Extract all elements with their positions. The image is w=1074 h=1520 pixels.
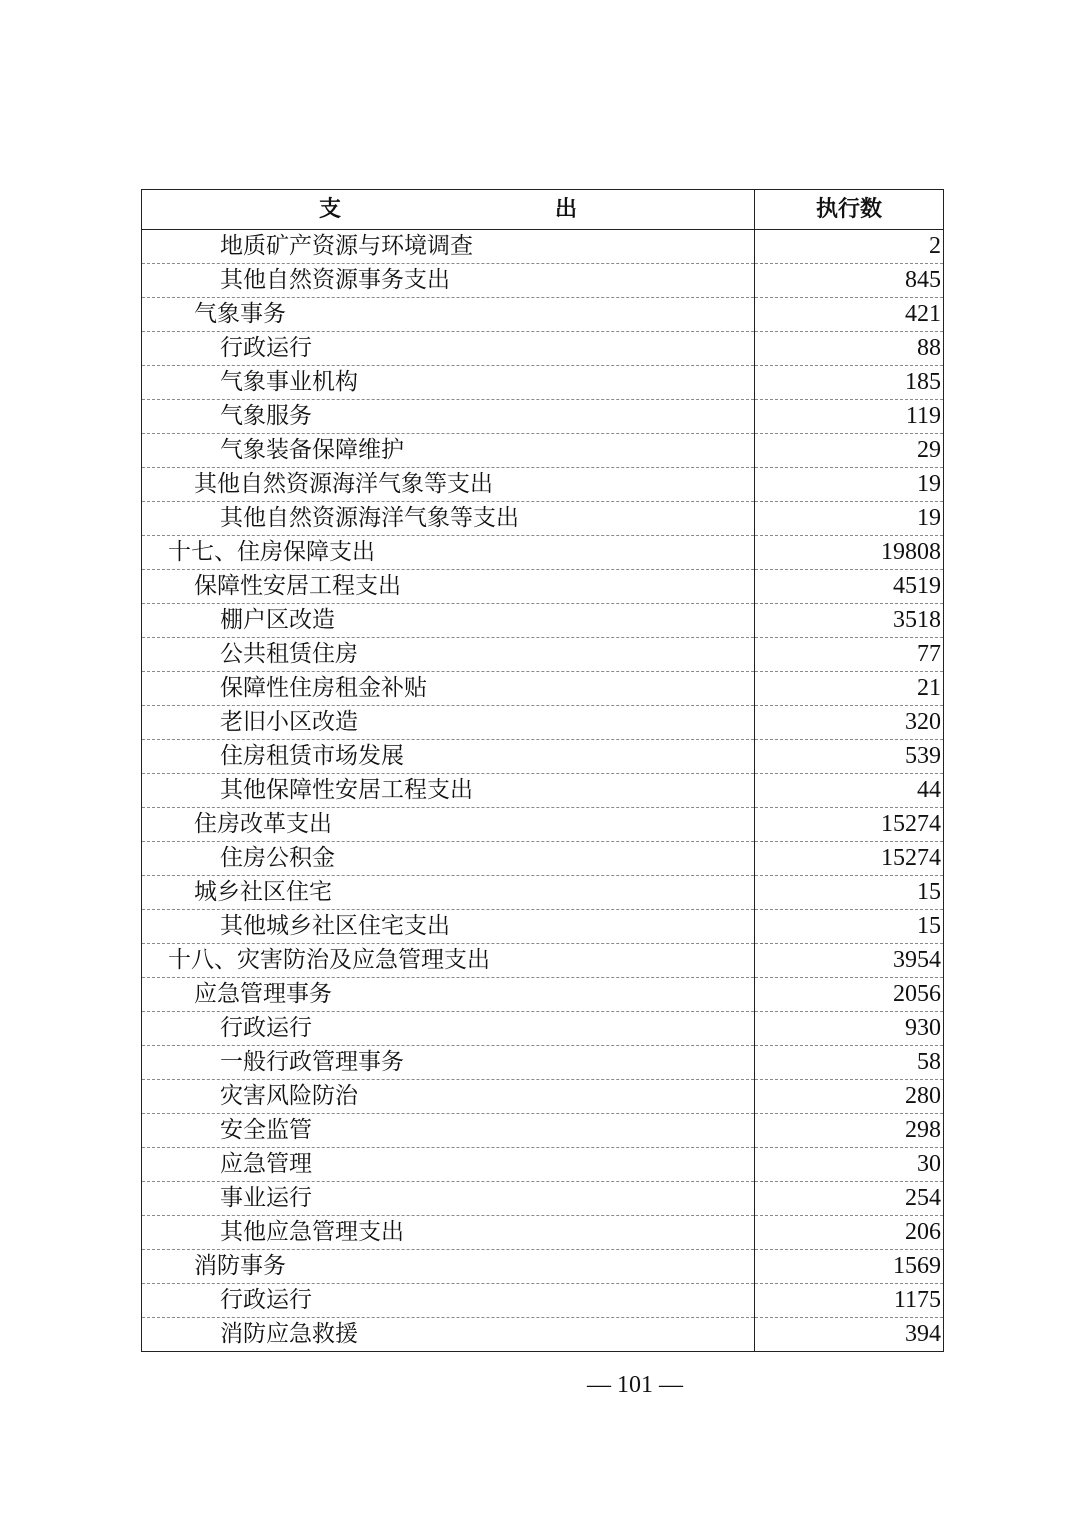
row-amount: 930 bbox=[755, 1012, 944, 1046]
row-amount: 845 bbox=[755, 264, 944, 298]
row-expense-name: 行政运行 bbox=[142, 1284, 755, 1318]
table-row bbox=[142, 978, 944, 1012]
row-expense-name: 保障性住房租金补贴 bbox=[142, 672, 755, 706]
row-amount: 280 bbox=[755, 1080, 944, 1114]
table-row bbox=[142, 536, 944, 570]
row-expense-name: 地质矿产资源与环境调查 bbox=[142, 230, 755, 264]
row-expense-name: 保障性安居工程支出 bbox=[142, 570, 755, 604]
row-amount: 21 bbox=[755, 672, 944, 706]
table-header-row bbox=[142, 190, 944, 230]
row-amount: 185 bbox=[755, 366, 944, 400]
row-amount: 320 bbox=[755, 706, 944, 740]
row-expense-name: 住房租赁市场发展 bbox=[142, 740, 755, 774]
table-row bbox=[142, 1182, 944, 1216]
table-row bbox=[142, 672, 944, 706]
row-expense-name: 安全监管 bbox=[142, 1114, 755, 1148]
row-amount: 29 bbox=[755, 434, 944, 468]
row-amount: 4519 bbox=[755, 570, 944, 604]
row-amount: 30 bbox=[755, 1148, 944, 1182]
table-row bbox=[142, 740, 944, 774]
row-expense-name: 城乡社区住宅 bbox=[142, 876, 755, 910]
page-number: — 101 — bbox=[587, 1372, 683, 1398]
row-expense-name: 行政运行 bbox=[142, 1012, 755, 1046]
table-row bbox=[142, 400, 944, 434]
row-amount: 1175 bbox=[755, 1284, 944, 1318]
row-expense-name: 其他自然资源事务支出 bbox=[142, 264, 755, 298]
table-row bbox=[142, 604, 944, 638]
table-header bbox=[142, 190, 944, 230]
row-expense-name: 其他自然资源海洋气象等支出 bbox=[142, 468, 755, 502]
row-expense-name: 应急管理事务 bbox=[142, 978, 755, 1012]
table-row bbox=[142, 706, 944, 740]
row-amount: 15 bbox=[755, 876, 944, 910]
row-expense-name: 其他自然资源海洋气象等支出 bbox=[142, 502, 755, 536]
table-row bbox=[142, 944, 944, 978]
table-row bbox=[142, 1284, 944, 1318]
row-expense-name: 住房改革支出 bbox=[142, 808, 755, 842]
column-header-amount: 执行数 bbox=[755, 190, 944, 230]
row-expense-name: 一般行政管理事务 bbox=[142, 1046, 755, 1080]
table-row bbox=[142, 1046, 944, 1080]
table-row bbox=[142, 434, 944, 468]
row-expense-name: 其他城乡社区住宅支出 bbox=[142, 910, 755, 944]
row-expense-name: 气象服务 bbox=[142, 400, 755, 434]
row-amount: 421 bbox=[755, 298, 944, 332]
table-row bbox=[142, 774, 944, 808]
budget-table bbox=[141, 189, 944, 1352]
table-row bbox=[142, 502, 944, 536]
row-amount: 77 bbox=[755, 638, 944, 672]
table-row bbox=[142, 808, 944, 842]
table-row bbox=[142, 1080, 944, 1114]
row-expense-name: 事业运行 bbox=[142, 1182, 755, 1216]
row-amount: 119 bbox=[755, 400, 944, 434]
table-row bbox=[142, 1148, 944, 1182]
table-row bbox=[142, 230, 944, 264]
table-row bbox=[142, 1216, 944, 1250]
row-amount: 1569 bbox=[755, 1250, 944, 1284]
row-amount: 44 bbox=[755, 774, 944, 808]
row-expense-name: 其他保障性安居工程支出 bbox=[142, 774, 755, 808]
row-amount: 19 bbox=[755, 502, 944, 536]
table-row bbox=[142, 570, 944, 604]
row-amount: 3518 bbox=[755, 604, 944, 638]
row-expense-name: 气象装备保障维护 bbox=[142, 434, 755, 468]
row-expense-name: 老旧小区改造 bbox=[142, 706, 755, 740]
row-amount: 58 bbox=[755, 1046, 944, 1080]
row-expense-name: 气象事务 bbox=[142, 298, 755, 332]
row-amount: 19808 bbox=[755, 536, 944, 570]
row-expense-name: 消防应急救援 bbox=[142, 1318, 755, 1352]
row-amount: 206 bbox=[755, 1216, 944, 1250]
row-amount: 2056 bbox=[755, 978, 944, 1012]
table-row bbox=[142, 638, 944, 672]
row-amount: 15274 bbox=[755, 808, 944, 842]
row-amount: 2 bbox=[755, 230, 944, 264]
row-amount: 254 bbox=[755, 1182, 944, 1216]
table-row bbox=[142, 366, 944, 400]
table-row bbox=[142, 876, 944, 910]
table-row bbox=[142, 468, 944, 502]
row-amount: 19 bbox=[755, 468, 944, 502]
table-body bbox=[142, 230, 944, 1352]
row-expense-name: 消防事务 bbox=[142, 1250, 755, 1284]
row-amount: 298 bbox=[755, 1114, 944, 1148]
row-expense-name: 应急管理 bbox=[142, 1148, 755, 1182]
row-expense-name: 棚户区改造 bbox=[142, 604, 755, 638]
table-row bbox=[142, 910, 944, 944]
row-expense-name: 住房公积金 bbox=[142, 842, 755, 876]
row-amount: 394 bbox=[755, 1318, 944, 1352]
table-row bbox=[142, 1114, 944, 1148]
row-expense-name: 其他应急管理支出 bbox=[142, 1216, 755, 1250]
row-expense-name: 气象事业机构 bbox=[142, 366, 755, 400]
row-expense-name: 十七、住房保障支出 bbox=[142, 536, 755, 570]
row-amount: 3954 bbox=[755, 944, 944, 978]
table-row bbox=[142, 1318, 944, 1352]
row-amount: 539 bbox=[755, 740, 944, 774]
row-amount: 88 bbox=[755, 332, 944, 366]
table-row bbox=[142, 332, 944, 366]
table-row bbox=[142, 298, 944, 332]
row-expense-name: 灾害风险防治 bbox=[142, 1080, 755, 1114]
row-expense-name: 公共租赁住房 bbox=[142, 638, 755, 672]
row-expense-name: 十八、灾害防治及应急管理支出 bbox=[142, 944, 755, 978]
table-row bbox=[142, 1012, 944, 1046]
table-row bbox=[142, 1250, 944, 1284]
row-amount: 15274 bbox=[755, 842, 944, 876]
column-header-expense bbox=[142, 190, 755, 230]
row-amount: 15 bbox=[755, 910, 944, 944]
table-row bbox=[142, 842, 944, 876]
row-expense-name: 行政运行 bbox=[142, 332, 755, 366]
table-row bbox=[142, 264, 944, 298]
column-header-expense-label: 支 出 bbox=[318, 197, 673, 222]
